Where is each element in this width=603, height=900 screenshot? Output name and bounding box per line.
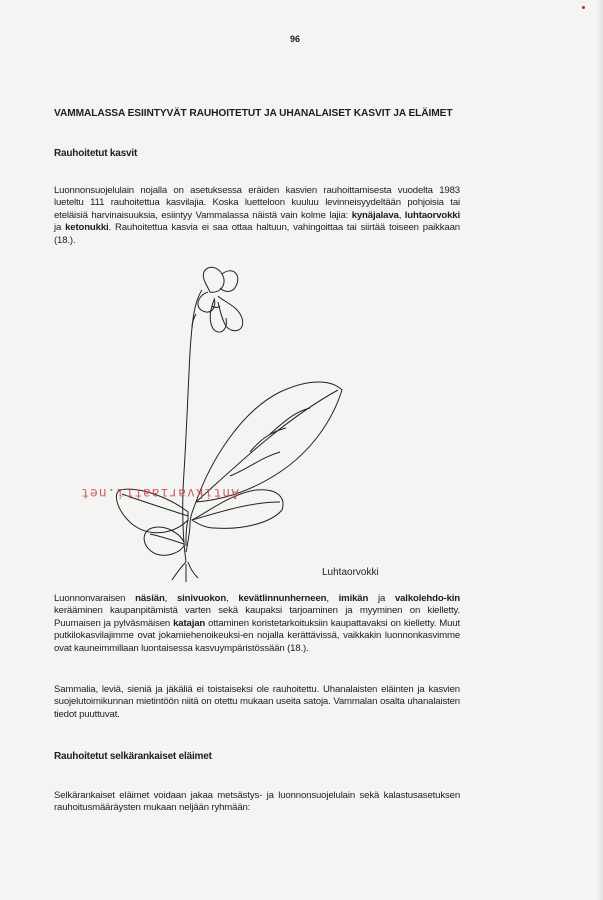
plant-name: sinivuokon bbox=[176, 593, 227, 604]
text-run: Luonnonsuojelulain nojalla on asetuksessa eräiden kasvien rauhoittamisesta vuodelta 1983 lueteltu 111 rauhoitettua kasvilajia. Koska luetteloon kuuluu levinneisyydeltään pohjoisia tai eteläisiä harvinaisuuksia, esiintyy Vammalassa näistä vain kolme lajia: bbox=[54, 185, 460, 221]
text-run: , bbox=[326, 593, 339, 604]
plant-name: luhtaorvokki bbox=[404, 209, 461, 221]
section-heading-vertebrates: Rauhoitetut selkärankaiset eläimet bbox=[54, 751, 212, 762]
page-shadow-edge bbox=[597, 0, 603, 900]
paragraph-picking-rules bbox=[54, 593, 460, 655]
watermark-text: Antikvariaatti.net bbox=[80, 485, 239, 500]
section-heading-plants: Rauhoitetut kasvit bbox=[54, 148, 138, 159]
violet-plant-illustration bbox=[110, 262, 430, 582]
text-run: , bbox=[164, 593, 177, 604]
paper-speck bbox=[582, 6, 585, 9]
page-number: 96 bbox=[290, 34, 301, 44]
plant-name: katajan bbox=[173, 617, 206, 629]
paragraph-unprotected: Sammalia, leviä, sieniä ja jäkäliä ei toistaiseksi ole rauhoitettu. Uhanalaisten eläinten ja kasvien suojelutoimikunnan mietintöön niitä on otettu mukaan useita satoja. Vammalan osalta uhanalaisten tiedot puuttuvat. bbox=[54, 684, 460, 720]
plant-name: kynäjalava bbox=[351, 209, 399, 221]
plant-name: kevätlinnunherneen bbox=[238, 593, 327, 604]
plant-name: imikän bbox=[338, 593, 369, 604]
plant-name: valkolehdo-kin bbox=[394, 593, 461, 604]
plant-name: ketonukki bbox=[65, 222, 109, 234]
text-run: kerääminen kaupanpitämistä varten sekä kaupaksi tarjoaminen ja myyminen on kielletty. Puumaisen ja pylväsmäisen bbox=[54, 605, 460, 629]
plant-name: näsiän bbox=[135, 593, 165, 604]
paragraph-vertebrates: Selkärankaiset eläimet voidaan jakaa metsästys- ja luonnonsuojelulain sekä kalastusasetuksen rauhoitusmääräysten mukaan neljään ryhmään: bbox=[54, 790, 460, 814]
text-run: ja bbox=[368, 593, 395, 604]
text-run: . Rauhoitettua kasvia ei saa ottaa haltuun, vahingoittaa tai siirtää toiseen paikkaan (18.). bbox=[54, 222, 460, 246]
figure-caption: Luhtaorvokki bbox=[322, 567, 379, 578]
text-run: , bbox=[398, 209, 405, 221]
text-run: ottaminen koristetarkoituksiin kaupattavaksi on kielletty. Muut putkilokasvilajimme ovat jokamiehenoikeuksi-en nojalla kerättävissä, vaikkakin luonnonkasvimme ovat kauneimmillaan luontaisessa kasvuympäristössään (18.). bbox=[54, 617, 460, 654]
text-run: ja bbox=[54, 222, 66, 234]
text-run: , bbox=[226, 593, 239, 604]
text-run: Luonnonvaraisen bbox=[54, 593, 136, 604]
page-title: VAMMALASSA ESIINTYVÄT RAUHOITETUT JA UHANALAISET KASVIT JA ELÄIMET bbox=[54, 108, 453, 119]
paragraph-protected-plants bbox=[54, 185, 460, 247]
